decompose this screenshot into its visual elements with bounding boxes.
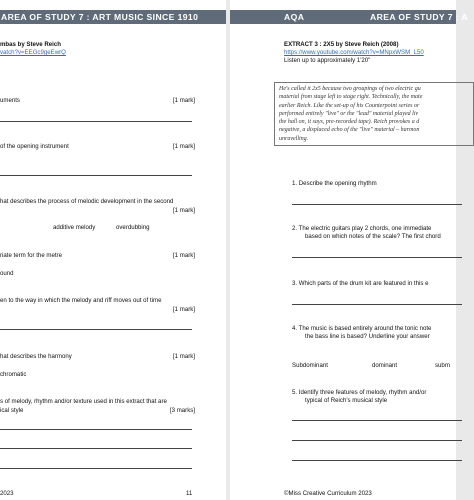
left-header-title: AREA OF STUDY 7 : ART MUSIC SINCE 1910: [1, 12, 199, 22]
left-page-number: 11: [186, 490, 193, 497]
left-q7-text-line2: ical style: [0, 407, 24, 414]
right-header-title: AREA OF STUDY 7 : A: [370, 12, 469, 22]
right-q2-text-line2: based on which notes of the scale? The first chord: [305, 233, 441, 240]
left-q7-answer-line-2[interactable]: [0, 448, 192, 449]
right-header-bar: [230, 10, 469, 24]
right-quote-box: [274, 82, 474, 146]
left-page: [0, 0, 226, 500]
right-quote-line: He's called it 2x5 because two groupings of two electric gu: [279, 86, 421, 92]
right-q1-answer-line[interactable]: [292, 204, 462, 205]
left-extract-title: mbas by Steve Reich: [0, 41, 61, 48]
right-q2-text-line1: 2. The electric guitars play 2 chords, one immediate: [292, 225, 432, 232]
left-q3-option-overdubbing[interactable]: overdubbing: [116, 224, 150, 231]
left-q3-mark: [1 mark]: [172, 207, 195, 214]
left-q3-option-additive-melody[interactable]: additive melody: [53, 224, 96, 231]
left-q5-answer-line[interactable]: [0, 329, 192, 330]
left-q4-text: riate term for the metre: [0, 252, 62, 259]
right-page: [230, 0, 469, 500]
left-q7-mark: [3 marks]: [169, 407, 195, 414]
left-q7-text-line1: s of melody, rhythm and/or texture used in this extract that are: [0, 398, 167, 405]
left-q3-text: hat describes the process of melodic development in the second: [0, 198, 174, 205]
right-q4-text-line2: the bass line is based? Underline your answer: [305, 333, 430, 340]
right-q5-answer-line-3[interactable]: [292, 460, 462, 461]
right-q5-answer-line-2[interactable]: [292, 440, 462, 441]
left-q2-mark: [1 mark]: [172, 143, 195, 150]
right-quote-line: earlier Reich. Like the set-up of his Counterpoint series or: [279, 102, 420, 109]
right-q5-text-line2: typical of Reich's musical style: [305, 397, 388, 404]
right-quote-line: the hall on, it says, pre-recorded tape). Reich provokes a d: [279, 119, 420, 126]
left-q7-answer-line-3[interactable]: [0, 468, 192, 469]
right-q4-text-line1: 4. The music is based entirely around the tonic note: [292, 325, 432, 332]
right-footer-copyright: ©Miss Creative Curriculum 2023: [284, 490, 372, 497]
right-header-aqa: AQA: [284, 12, 305, 22]
left-q6-answer: chromatic: [0, 371, 27, 378]
left-q6-text: hat describes the harmony: [0, 353, 72, 360]
left-header-bar: [0, 10, 226, 24]
left-q4-answer: ound: [0, 270, 14, 277]
left-q5-text: en to the way in which the melody and riff moves out of time: [0, 297, 162, 304]
right-q1-text: 1. Describe the opening rhythm: [292, 180, 377, 187]
right-quote-line: unravelling.: [279, 135, 309, 142]
left-footer: 2023: [0, 490, 14, 497]
right-q3-text: 3. Which parts of the drum kit are featured in this e: [292, 280, 429, 287]
right-listen-instruction: Listen up to approximately 1'20": [284, 57, 371, 64]
right-extract-link[interactable]: https://www.youtube.com/watch?v=MNpxWSM_L50: [284, 49, 424, 56]
left-q2-text: of the opening instrument: [0, 143, 69, 150]
right-quote-line: material from stage left to stage right. Technically, the mate: [279, 94, 423, 101]
right-q5-answer-line-1[interactable]: [292, 420, 462, 421]
left-extract-link[interactable]: vatch?v=EEGc9geEwrQ: [0, 49, 66, 56]
right-q3-answer-line[interactable]: [292, 304, 462, 305]
right-quote-line: negative, a displaced echo of the "live" material – harmon: [279, 127, 420, 134]
right-q2-answer-line[interactable]: [292, 257, 462, 258]
left-q6-mark: [1 mark]: [172, 353, 195, 360]
right-q4-option-dominant[interactable]: dominant: [372, 362, 398, 369]
left-q1-text: uments: [0, 97, 20, 104]
right-q4-option-submediant[interactable]: subm: [435, 362, 450, 369]
left-q2-answer-line[interactable]: [0, 175, 192, 176]
left-q1-answer-line[interactable]: [0, 121, 192, 122]
left-q1-mark: [1 mark]: [172, 97, 195, 104]
right-q5-text-line1: 5. Identify three features of melody, rhythm and/or: [292, 389, 427, 396]
right-quote-line: performed entirely "live" or the "lead" material played liv: [279, 110, 419, 117]
right-extract-title: EXTRACT 3 : 2X5 by Steve Reich (2008): [284, 41, 399, 48]
right-q4-option-subdominant[interactable]: Subdominant: [292, 362, 328, 369]
left-q7-answer-line-1[interactable]: [0, 429, 192, 430]
left-q4-mark: [1 mark]: [172, 252, 195, 259]
left-q5-mark: [1 mark]: [172, 306, 195, 313]
